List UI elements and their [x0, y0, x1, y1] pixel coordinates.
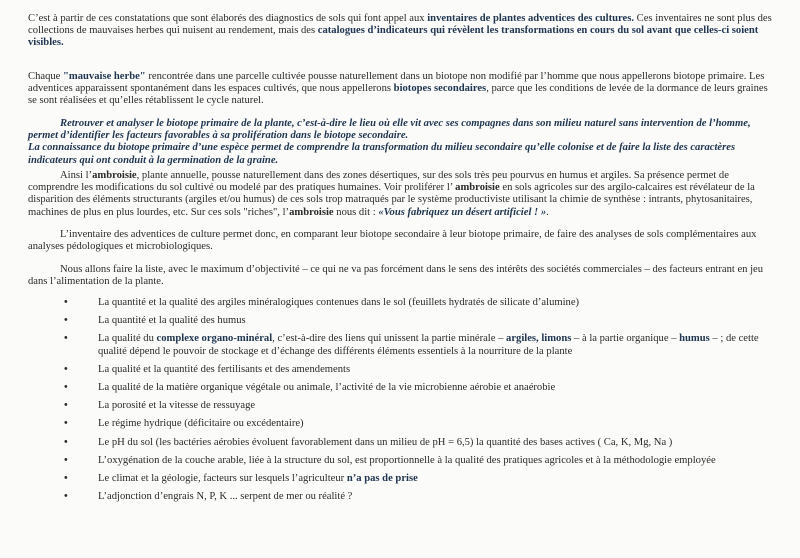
emphasis-line: La connaissance du biotope primaire d’une espèce permet de comprendre la transformation du milieu secondaire qu’elle colonise et de faire la liste des caractères indicateurs qui ont conduit à la germination de la graine. [28, 142, 736, 166]
text: La porosité et la vitesse de ressuyage [98, 400, 256, 412]
factor-list [28, 297, 778, 503]
text: , parce que les conditions de levée de la dormance de leurs graines se sont réalisées et qu’elles rétablissent le cycle naturel. [28, 83, 768, 107]
bullet-icon: • [64, 315, 68, 327]
text: – ; de cette qualité dépend le pouvoir de stockage et d’échange des différents éléments essentiels à la nourriture de la plante [98, 333, 759, 357]
paragraph-ambroisie [28, 170, 778, 219]
emphasis-line: Retrouver et analyser le biotope primaire de la plante, c’est-à-dire le lieu où elle vit avec ses compagnes dans son milieu naturel sans intervention de l’homme, permet d’identifier les facteurs favorables à sa prolifération dans le biotope secondaire. [28, 118, 751, 142]
text: La quantité et la qualité des argiles minéralogiques contenues dans le sol (feuillets hydratés de silicate d’alumine) [98, 297, 580, 308]
list-item [28, 364, 778, 376]
bold-text: humus [679, 333, 710, 345]
list-item [28, 333, 778, 357]
paragraph-inventaire [28, 229, 778, 253]
text: , plante annuelle, pousse naturellement dans des zones désertiques, sur des sols très peu pourvus en humus et argiles. Sa présence permet de comprendre les modifications du sol cultivé ou modelé par des pratiques humaines. Voir proliférer l’ [28, 170, 729, 194]
bullet-icon: • [64, 400, 68, 412]
text: La quantité et la qualité des humus [98, 315, 246, 327]
bold-text: n’a pas de prise [346, 473, 418, 485]
list-item [28, 473, 778, 485]
list-item [28, 455, 778, 467]
text: . [546, 206, 549, 218]
text: La qualité de la matière organique végétale ou animale, l’activité de la vie microbienne aérobie et anaérobie [98, 382, 556, 394]
text: Le climat et la géologie, facteurs sur lesquels l’agriculteur [98, 473, 347, 485]
text: nous dit : [333, 206, 379, 218]
text: La qualité du [98, 333, 157, 345]
text: Ces inventaires ne sont plus des collections de mauvaises herbes qui nuisent au rendement, mais des [28, 13, 772, 37]
text: rencontrée dans une parcelle cultivée pousse naturellement dans un biotope non modifié par l’homme que nous appellerons biotope primaire. Les adventices apparaissent spontanément dans les espaces cultivés, que nous appellerons [28, 71, 765, 95]
text: Le régime hydrique (déficitaire ou excédentaire) [98, 418, 304, 430]
text: – à la partie organique – [571, 333, 680, 345]
text: C’est à partir de ces constatations que sont élaborés des diagnostics de sols qui font appel aux [28, 13, 428, 24]
bullet-icon: • [64, 418, 68, 430]
text: L’inventaire des adventices de culture permet donc, en comparant leur biotope secondaire à leur biotope primaire, de faire des analyses de sols complémentaires aux analyses pédologiques et microbiologiques. [28, 229, 757, 253]
text: Nous allons faire la liste, avec le maximum d’objectivité – ce qui ne va pas forcément dans le sens des intérêts des sociétés commerciales – des facteurs entrant en jeu dans l’alimentation de la plante. [28, 264, 764, 288]
text: L’oxygénation de la couche arable, liée à la structure du sol, est proportionnelle à la qualité des pratiques agricoles et à la méthodologie employée [98, 454, 716, 466]
paragraph-liste-intro [28, 264, 778, 288]
paragraph-mauvaise-herbe [28, 71, 778, 108]
text: L’adjonction d’engrais N, P, K ... serpent de mer ou réalité ? [98, 491, 353, 503]
text: , c’est-à-dire des liens qui unissent la partie minérale – [272, 333, 507, 345]
bullet-icon: • [64, 297, 68, 308]
bullet-icon: • [64, 333, 68, 345]
list-item [28, 437, 778, 449]
bold-text: biotopes secondaires [393, 83, 487, 95]
bullet-icon: • [64, 382, 68, 394]
list-item [28, 297, 778, 309]
text: Chaque [28, 71, 64, 82]
bold-text: complexe organo-minéral [156, 333, 273, 345]
bullet-icon: • [64, 363, 68, 375]
text: Le pH du sol (les bactéries aérobies évoluent favorablement dans un milieu de pH = 6,5) la quantité des bases actives ( Ca, K, Mg, Na ) [98, 436, 673, 448]
text: Ainsi l’ [60, 170, 93, 181]
bullet-icon: • [64, 473, 68, 485]
list-item [28, 418, 778, 430]
list-item [28, 400, 778, 412]
paragraph-biotope-emphasis [28, 118, 778, 167]
bullet-icon: • [64, 436, 68, 448]
bold-text: ambroisie [289, 206, 334, 218]
bold-text: ambroisie [92, 170, 137, 181]
bold-text: argiles, limons [506, 333, 572, 345]
text: en sols agricoles sur des argilo-calcaires est révélateur de la disparition des éléments structurants (argiles et/ou humus) de ces sols trop matraqués par le système productiviste utilisant la chimie de synthèse : intrants, phytosanitaires, machines de plus en plus lourdes, etc. Sur ces sols "riches", l’ [28, 182, 755, 218]
text: La qualité et la quantité des fertilisants et des amendements [98, 363, 351, 375]
bold-text: inventaires de plantes adventices des cultures. [427, 13, 635, 24]
bold-italic-quote: «Vous fabriquez un désert artificiel ! » [378, 206, 547, 218]
bullet-icon: • [64, 454, 68, 466]
list-item [28, 491, 778, 503]
paragraph-intro [28, 13, 778, 50]
list-item [28, 315, 778, 327]
bullet-icon: • [64, 491, 68, 503]
bold-text: ambroisie [455, 182, 500, 194]
bold-text: "mauvaise herbe" [63, 71, 146, 82]
list-item [28, 382, 778, 394]
bold-text: catalogues d’indicateurs qui révèlent les transformations en cours du sol avant que celles-ci soient visibles. [28, 25, 759, 49]
